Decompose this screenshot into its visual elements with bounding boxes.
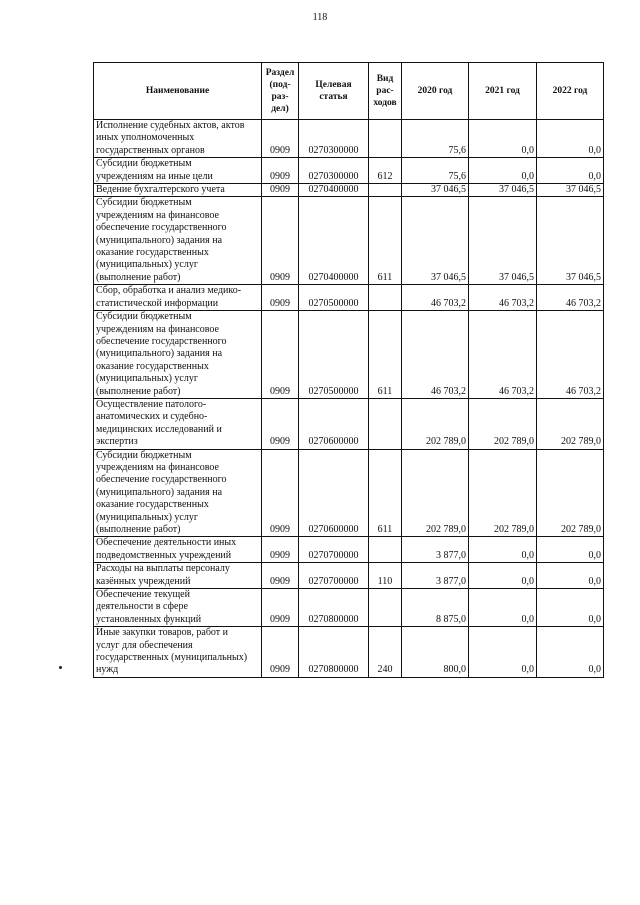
table-row — [94, 285, 604, 311]
cell-name — [94, 537, 262, 563]
cell-2021: 0,0 — [469, 537, 537, 563]
cell-article: 0270700000 — [299, 537, 369, 563]
cell-2022: 202 789,0 — [537, 449, 604, 537]
cell-section: 0909 — [262, 285, 299, 311]
cell-2020: 8 875,0 — [402, 589, 469, 627]
cell-article: 0270600000 — [299, 398, 369, 449]
cell-expense-type — [369, 589, 402, 627]
cell-expense-type: 612 — [369, 158, 402, 184]
cell-2022: 0,0 — [537, 158, 604, 184]
cell-article: 0270400000 — [299, 197, 369, 285]
cell-article: 0270300000 — [299, 158, 369, 184]
cell-name — [94, 627, 262, 678]
table-row — [94, 120, 604, 158]
cell-2021: 46 703,2 — [469, 285, 537, 311]
row-name-text: Ведение бухгалтерского учета — [96, 184, 225, 196]
header-article: Целевая статья — [299, 63, 369, 120]
cell-2021: 0,0 — [469, 589, 537, 627]
cell-2022: 37 046,5 — [537, 184, 604, 197]
cell-expense-type: 240 — [369, 627, 402, 678]
row-name-text: Субсидии бюджетным учреждениям на финансовое обеспечение государственного (муниципального) задания на оказание государственных (муниципальных) услуг (выполнение работ) — [96, 311, 227, 397]
header-2022: 2022 год — [537, 63, 604, 120]
cell-expense-type: 611 — [369, 197, 402, 285]
cell-2020: 37 046,5 — [402, 197, 469, 285]
cell-2020: 46 703,2 — [402, 311, 469, 399]
cell-2022: 202 789,0 — [537, 398, 604, 449]
cell-2022: 0,0 — [537, 589, 604, 627]
cell-2022: 46 703,2 — [537, 285, 604, 311]
table-body — [94, 120, 604, 678]
cell-article: 0270300000 — [299, 120, 369, 158]
cell-article: 0270500000 — [299, 285, 369, 311]
cell-expense-type: 110 — [369, 563, 402, 589]
cell-section: 0909 — [262, 311, 299, 399]
cell-expense-type: 611 — [369, 311, 402, 399]
cell-2020: 3 877,0 — [402, 563, 469, 589]
cell-2020: 75,6 — [402, 120, 469, 158]
row-name-text: Субсидии бюджетным учреждениям на иные цели — [96, 158, 213, 182]
header-name: Наименование — [94, 63, 262, 120]
cell-2021: 202 789,0 — [469, 398, 537, 449]
cell-2020: 37 046,5 — [402, 184, 469, 197]
cell-2022: 0,0 — [537, 537, 604, 563]
header-2020: 2020 год — [402, 63, 469, 120]
row-name-text: Обеспечение текущей деятельности в сфере установленных функций — [96, 589, 202, 625]
row-name-text: Обеспечение деятельности иных подведомственных учреждений — [96, 537, 237, 561]
cell-name — [94, 563, 262, 589]
row-name-text: Субсидии бюджетным учреждениям на финансовое обеспечение государственного (муниципального) задания на оказание государственных (муниципальных) услуг (выполнение работ) — [96, 197, 227, 283]
cell-section: 0909 — [262, 398, 299, 449]
page-number: 118 — [312, 12, 328, 23]
cell-2022: 46 703,2 — [537, 311, 604, 399]
cell-2021: 0,0 — [469, 627, 537, 678]
row-name-text: Сбор, обработка и анализ медико- статистической информации — [96, 285, 242, 309]
table-row — [94, 184, 604, 197]
cell-section: 0909 — [262, 197, 299, 285]
cell-name — [94, 285, 262, 311]
row-name-text: Субсидии бюджетным учреждениям на финансовое обеспечение государственного (муниципального) задания на оказание государственных (муниципальных) услуг (выполнение работ) — [96, 449, 227, 535]
cell-article: 0270800000 — [299, 589, 369, 627]
cell-2021: 0,0 — [469, 158, 537, 184]
cell-name — [94, 311, 262, 399]
cell-expense-type — [369, 120, 402, 158]
cell-name — [94, 158, 262, 184]
cell-expense-type: 611 — [369, 449, 402, 537]
cell-name — [94, 449, 262, 537]
cell-2020: 202 789,0 — [402, 398, 469, 449]
cell-2020: 800,0 — [402, 627, 469, 678]
cell-section: 0909 — [262, 537, 299, 563]
cell-article: 0270800000 — [299, 627, 369, 678]
cell-2021: 46 703,2 — [469, 311, 537, 399]
table-row — [94, 449, 604, 537]
cell-2021: 202 789,0 — [469, 449, 537, 537]
row-name-text: Иные закупки товаров, работ и услуг для обеспечения государственных (муниципальных) нужд — [96, 627, 248, 676]
cell-2022: 37 046,5 — [537, 197, 604, 285]
cell-name — [94, 184, 262, 197]
cell-2022: 0,0 — [537, 563, 604, 589]
table-row — [94, 627, 604, 678]
row-name-text: Расходы на выплаты персоналу казённых учреждений — [96, 563, 230, 587]
budget-table — [93, 62, 604, 678]
table-header — [94, 63, 604, 120]
cell-article: 0270600000 — [299, 449, 369, 537]
table-row — [94, 398, 604, 449]
table-row — [94, 158, 604, 184]
cell-2022: 0,0 — [537, 627, 604, 678]
cell-2021: 37 046,5 — [469, 184, 537, 197]
cell-name — [94, 120, 262, 158]
cell-name — [94, 589, 262, 627]
cell-name — [94, 398, 262, 449]
cell-section: 0909 — [262, 627, 299, 678]
table-row — [94, 537, 604, 563]
cell-2021: 0,0 — [469, 120, 537, 158]
cell-section: 0909 — [262, 184, 299, 197]
cell-article: 0270700000 — [299, 563, 369, 589]
cell-section: 0909 — [262, 449, 299, 537]
cell-2021: 0,0 — [469, 563, 537, 589]
header-expense-type: Вид рас- ходов — [369, 63, 402, 120]
stray-mark — [59, 666, 62, 669]
header-2021: 2021 год — [469, 63, 537, 120]
cell-expense-type — [369, 537, 402, 563]
cell-2020: 75,6 — [402, 158, 469, 184]
table-row — [94, 563, 604, 589]
table-row — [94, 197, 604, 285]
cell-2020: 3 877,0 — [402, 537, 469, 563]
cell-name — [94, 197, 262, 285]
cell-2021: 37 046,5 — [469, 197, 537, 285]
cell-section: 0909 — [262, 158, 299, 184]
row-name-text: Осуществление патолого- анатомических и судебно- медицинских исследований и экспертиз — [96, 398, 222, 448]
table-row — [94, 311, 604, 399]
table-row — [94, 589, 604, 627]
cell-expense-type — [369, 285, 402, 311]
cell-expense-type — [369, 184, 402, 197]
cell-section: 0909 — [262, 120, 299, 158]
header-section: Раздел (под- раз- дел) — [262, 63, 299, 120]
cell-2020: 46 703,2 — [402, 285, 469, 311]
cell-2020: 202 789,0 — [402, 449, 469, 537]
cell-section: 0909 — [262, 563, 299, 589]
cell-2022: 0,0 — [537, 120, 604, 158]
row-name-text: Исполнение судебных актов, актов иных уполномоченных государственных органов — [96, 120, 245, 156]
cell-article: 0270400000 — [299, 184, 369, 197]
cell-section: 0909 — [262, 589, 299, 627]
cell-expense-type — [369, 398, 402, 449]
cell-article: 0270500000 — [299, 311, 369, 399]
